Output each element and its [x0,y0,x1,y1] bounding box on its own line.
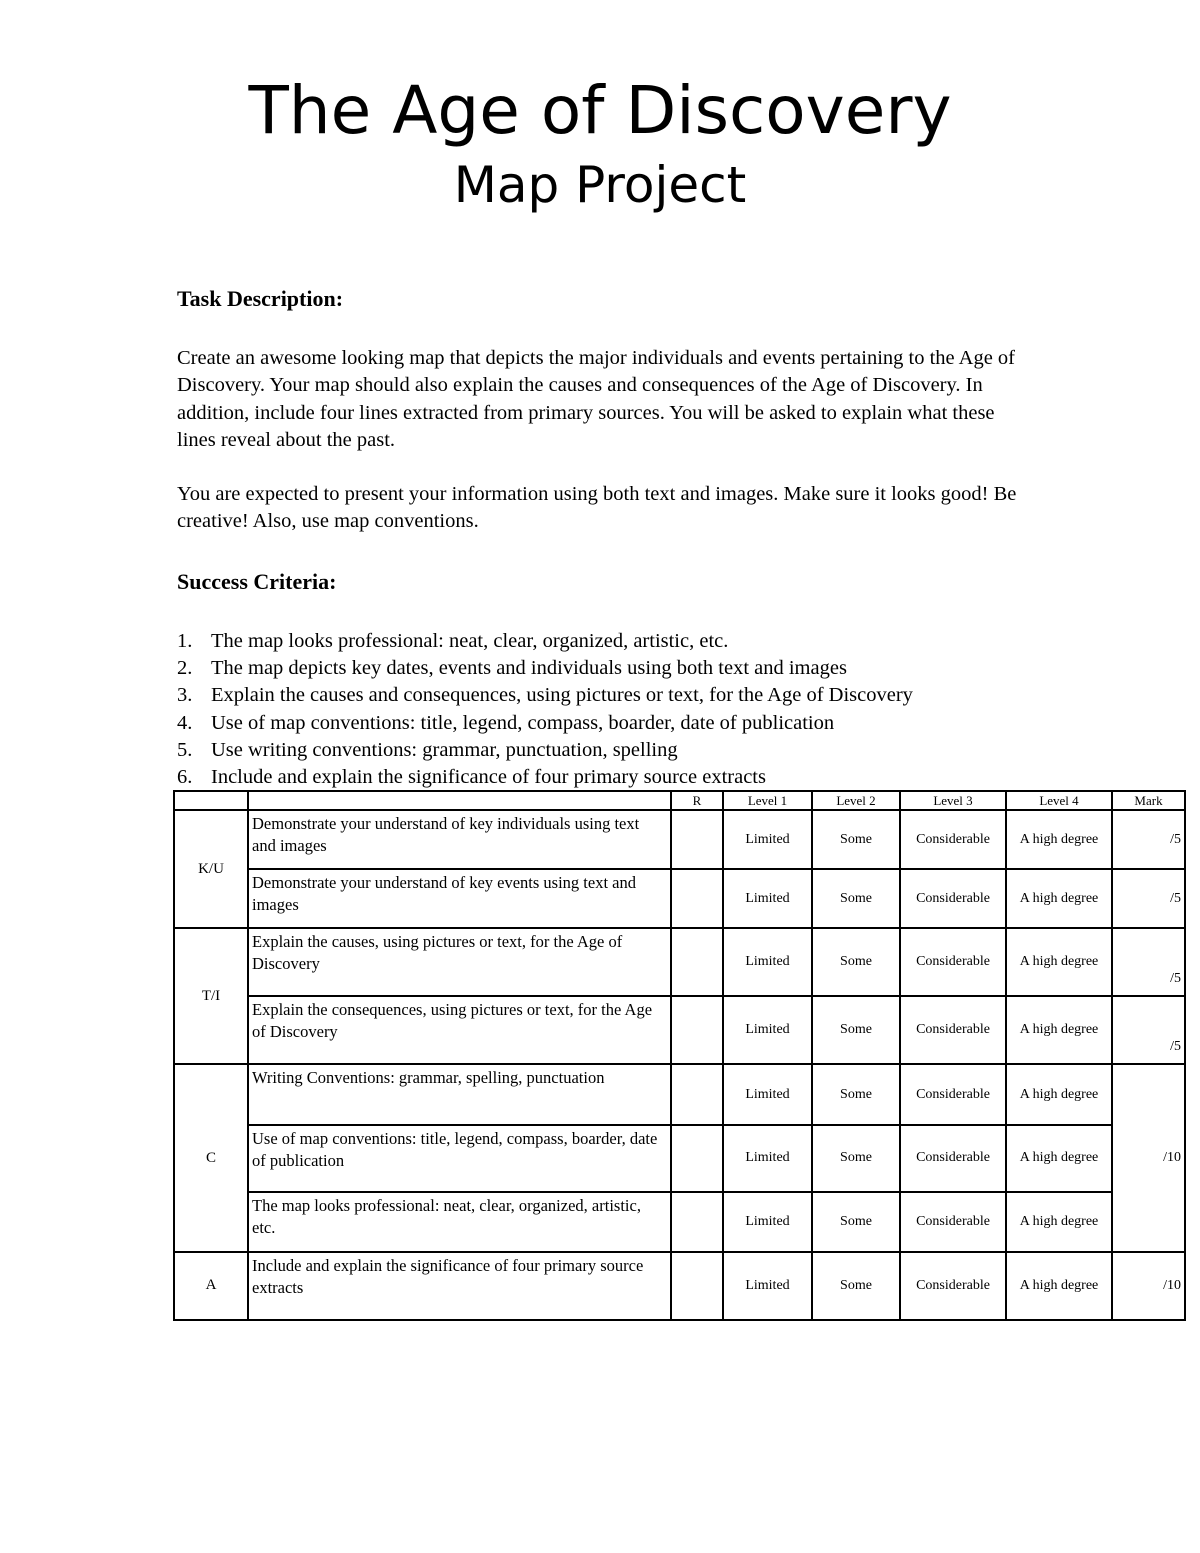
level-4-cell: A high degree [1006,810,1112,869]
task-description-paragraph-2 [177,481,1037,536]
task-paragraph: You are expected to present your information using both text and images. Make sure it looks good! Be creative! Also, use map conventions. [177,483,1017,533]
header-r: R [671,791,723,810]
level-3-cell: Considerable [900,810,1006,869]
header-level-4: Level 4 [1006,791,1112,810]
level-1-cell: Limited [723,810,812,869]
level-3-cell: Considerable [900,1064,1006,1124]
level-3-cell: Considerable [900,1125,1006,1192]
level-2-cell: Some [812,1192,900,1252]
mark-cell: /10 [1112,1064,1185,1251]
criterion-cell: Include and explain the significance of four primary source extracts [248,1252,671,1320]
task-paragraph: Create an awesome looking map that depicts the major individuals and events pertaining to the Age of Discovery. Your map should also explain the causes and consequences of the Age of Discovery. In addition, include four lines extracted from primary sources. You will be asked to explain what these lines reveal about the past. [177,347,1015,451]
table-row [174,928,1185,996]
level-2-cell: Some [812,810,900,869]
level-3-cell: Considerable [900,1252,1006,1320]
criterion-cell: Demonstrate your understand of key individuals using text and images [248,810,671,869]
level-1-cell: Limited [723,869,812,928]
level-4-cell: A high degree [1006,928,1112,996]
table-row [174,996,1185,1064]
list-text: Explain the causes and consequences, using pictures or text, for the Age of Discovery [211,684,913,707]
list-number: 2. [177,657,193,680]
header-mark: Mark [1112,791,1185,810]
level-4-cell: A high degree [1006,1125,1112,1192]
level-1-cell: Limited [723,996,812,1064]
category-ku: K/U [174,810,248,928]
table-row [174,1252,1185,1320]
category-c: C [174,1064,248,1251]
task-description-heading: Task Description: [177,286,344,311]
table-row [174,869,1185,928]
list-text: Use writing conventions: grammar, punctuation, spelling [211,738,678,761]
level-2-cell: Some [812,869,900,928]
table-row [174,1125,1185,1192]
level-2-cell: Some [812,928,900,996]
r-cell [671,1125,723,1192]
r-cell [671,928,723,996]
page-title: The Age of Discovery [248,72,952,149]
level-1-cell: Limited [723,1192,812,1252]
mark-cell: /5 [1112,810,1185,869]
list-item [177,764,913,791]
header-level-1: Level 1 [723,791,812,810]
header-level-2: Level 2 [812,791,900,810]
level-4-cell: A high degree [1006,1252,1112,1320]
list-number: 1. [177,630,193,652]
criterion-cell: Explain the causes, using pictures or text, for the Age of Discovery [248,928,671,996]
success-criteria-list [177,628,913,791]
r-cell [671,869,723,928]
mark-cell: /5 [1112,869,1185,928]
level-4-cell: A high degree [1006,869,1112,928]
level-3-cell: Considerable [900,928,1006,996]
list-text: Use of map conventions: title, legend, compass, boarder, date of publication [211,711,835,734]
level-2-cell: Some [812,1252,900,1320]
level-1-cell: Limited [723,1125,812,1192]
list-item [177,655,913,682]
list-item [177,737,913,764]
mark-cell: /5 [1112,996,1185,1064]
level-2-cell: Some [812,996,900,1064]
level-1-cell: Limited [723,1252,812,1320]
criterion-cell: Demonstrate your understand of key events using text and images [248,869,671,928]
table-row [174,1192,1185,1252]
header-criterion [248,791,671,810]
header-category [174,791,248,810]
r-cell [671,1064,723,1124]
criterion-cell: Use of map conventions: title, legend, compass, boarder, date of publication [248,1125,671,1192]
mark-cell: /10 [1112,1252,1185,1320]
page-subtitle: Map Project [453,156,747,214]
criterion-cell: Writing Conventions: grammar, spelling, punctuation [248,1064,671,1124]
success-criteria-heading: Success Criteria: [177,569,337,594]
list-item [177,628,913,655]
level-4-cell: A high degree [1006,1192,1112,1252]
rubric-header-row [174,791,1185,810]
table-row [174,1064,1185,1124]
task-description-paragraph-1 [177,345,1037,454]
r-cell [671,1192,723,1252]
category-ti: T/I [174,928,248,1064]
criterion-cell: Explain the consequences, using pictures or text, for the Age of Discovery [248,996,671,1064]
table-row [174,810,1185,869]
category-a: A [174,1252,248,1320]
list-text: The map depicts key dates, events and individuals using both text and images [211,657,847,680]
list-number: 6. [177,766,193,789]
rubric-table [173,790,1186,1321]
level-1-cell: Limited [723,1064,812,1124]
list-number: 3. [177,684,193,707]
list-item [177,710,913,737]
level-2-cell: Some [812,1064,900,1124]
r-cell [671,1252,723,1320]
level-3-cell: Considerable [900,996,1006,1064]
level-4-cell: A high degree [1006,1064,1112,1124]
level-3-cell: Considerable [900,869,1006,928]
header-level-3: Level 3 [900,791,1006,810]
list-text: The map looks professional: neat, clear, organized, artistic, etc. [211,630,729,652]
list-item [177,682,913,709]
list-number: 5. [177,738,193,761]
r-cell [671,810,723,869]
mark-cell: /5 [1112,928,1185,996]
level-1-cell: Limited [723,928,812,996]
level-4-cell: A high degree [1006,996,1112,1064]
level-3-cell: Considerable [900,1192,1006,1252]
level-2-cell: Some [812,1125,900,1192]
r-cell [671,996,723,1064]
list-number: 4. [177,711,193,734]
criterion-cell: The map looks professional: neat, clear, organized, artistic, etc. [248,1192,671,1252]
list-text: Include and explain the significance of four primary source extracts [211,766,766,789]
